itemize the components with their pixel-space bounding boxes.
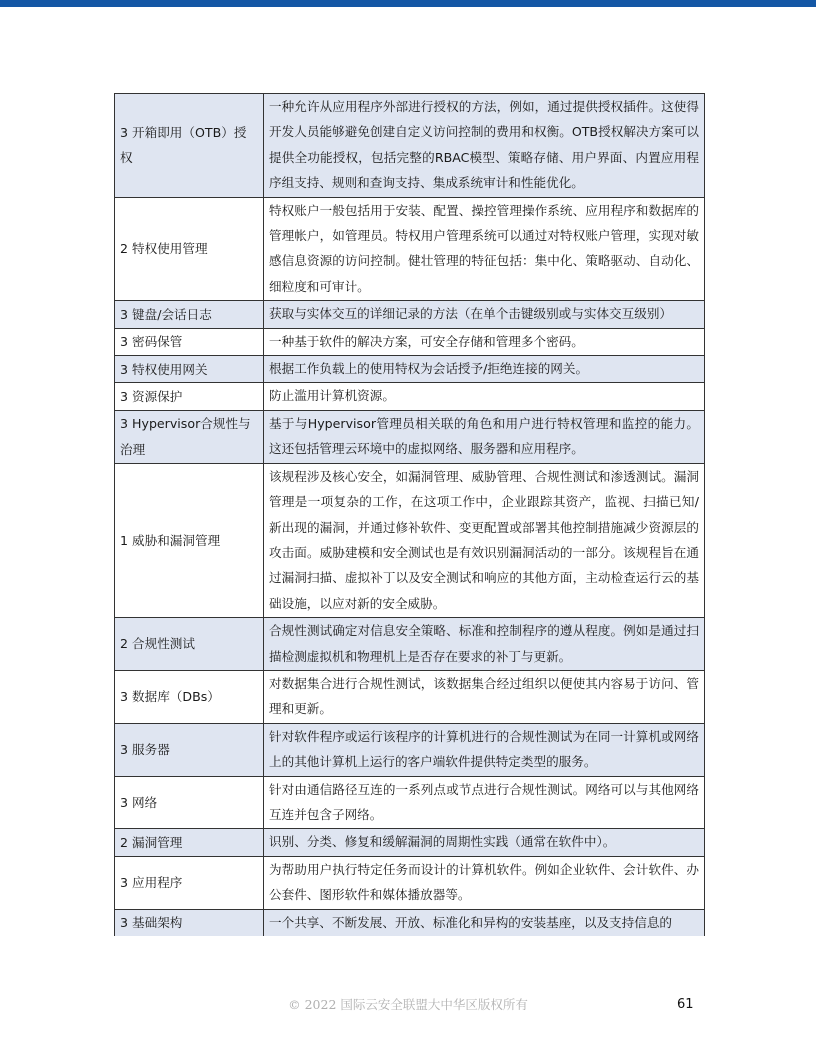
- term-cell: 3 特权使用网关: [115, 356, 264, 383]
- term-cell: 2 合规性测试: [115, 618, 264, 671]
- table-row: [115, 670, 705, 723]
- table-row: [115, 909, 705, 936]
- definition-cell: 防止滥用计算机资源。: [264, 383, 705, 410]
- term-cell: 2 漏洞管理: [115, 829, 264, 856]
- term-cell: 3 基础架构: [115, 909, 264, 936]
- table-row: [115, 356, 705, 383]
- term-cell: 1 威胁和漏洞管理: [115, 463, 264, 617]
- term-cell: 3 数据库（DBs）: [115, 670, 264, 723]
- term-cell: 3 网络: [115, 776, 264, 829]
- term-cell: 3 服务器: [115, 723, 264, 776]
- term-cell: 3 应用程序: [115, 856, 264, 909]
- table-row: [115, 829, 705, 856]
- table-row: [115, 463, 705, 617]
- definition-cell: 针对软件程序或运行该程序的计算机进行的合规性测试为在同一计算机或网络上的其他计算机上运行的客户端软件提供特定类型的服务。: [264, 723, 705, 776]
- term-cell: 3 资源保护: [115, 383, 264, 410]
- definition-cell: 一种允许从应用程序外部进行授权的方法，例如，通过提供授权插件。这使得开发人员能够避免创建自定义访问控制的费用和权衡。OTB授权解决方案可以提供全功能授权，包括完整的RBAC模型、策略存储、用户界面、内置应用程序组支持、规则和查询支持、集成系统审计和性能优化。: [264, 94, 705, 198]
- definition-cell: 特权账户一般包括用于安装、配置、操控管理操作系统、应用程序和数据库的管理帐户，如管理员。特权用户管理系统可以通过对特权账户管理，实现对敏感信息资源的访问控制。健壮管理的特征包括：集中化、策略驱动、自动化、细粒度和可审计。: [264, 197, 705, 301]
- table-row: [115, 301, 705, 328]
- definition-cell: 获取与实体交互的详细记录的方法（在单个击键级别或与实体交互级别）: [264, 301, 705, 328]
- term-cell: 3 Hypervisor合规性与治理: [115, 410, 264, 463]
- table-row: [115, 856, 705, 909]
- term-cell: 2 特权使用管理: [115, 197, 264, 301]
- table-row: [115, 618, 705, 671]
- definition-cell: 根据工作负载上的使用特权为会话授予/拒绝连接的网关。: [264, 356, 705, 383]
- table-row: [115, 410, 705, 463]
- top-accent-bar: [0, 0, 816, 7]
- definition-cell: 该规程涉及核心安全，如漏洞管理、威胁管理、合规性测试和渗透测试。漏洞管理是一项复杂的工作，在这项工作中，企业跟踪其资产，监视、扫描已知/新出现的漏洞，并通过修补软件、变更配置或部署其他控制措施减少资源层的攻击面。威胁建模和安全测试也是有效识别漏洞活动的一部分。该规程旨在通过漏洞扫描、虚拟补丁以及安全测试和响应的其他方面，主动检查运行云的基础设施，以应对新的安全威胁。: [264, 463, 705, 617]
- definition-cell: 一种基于软件的解决方案，可安全存储和管理多个密码。: [264, 328, 705, 355]
- page-number: 61: [677, 997, 694, 1012]
- definition-cell: 一个共享、不断发展、开放、标准化和异构的安装基座，以及支持信息的: [264, 909, 705, 936]
- table-row: [115, 776, 705, 829]
- definition-cell: 合规性测试确定对信息安全策略、标准和控制程序的遵从程度。例如是通过扫描检测虚拟机和物理机上是否存在要求的补丁与更新。: [264, 618, 705, 671]
- table-row: [115, 383, 705, 410]
- table-row: [115, 94, 705, 198]
- definition-cell: 识别、分类、修复和缓解漏洞的周期性实践（通常在软件中）。: [264, 829, 705, 856]
- glossary-table: [114, 93, 705, 936]
- term-cell: 3 键盘/会话日志: [115, 301, 264, 328]
- definition-cell: 基于与Hypervisor管理员相关联的角色和用户进行特权管理和监控的能力。这还包括管理云环境中的虚拟网络、服务器和应用程序。: [264, 410, 705, 463]
- table-row: [115, 723, 705, 776]
- definition-cell: 针对由通信路径互连的一系列点或节点进行合规性测试。网络可以与其他网络互连并包含子网络。: [264, 776, 705, 829]
- term-cell: 3 开箱即用（OTB）授权: [115, 94, 264, 198]
- definition-cell: 为帮助用户执行特定任务而设计的计算机软件。例如企业软件、会计软件、办公套件、图形软件和媒体播放器等。: [264, 856, 705, 909]
- table-row: [115, 328, 705, 355]
- definition-cell: 对数据集合进行合规性测试，该数据集合经过组织以便使其内容易于访问、管理和更新。: [264, 670, 705, 723]
- term-cell: 3 密码保管: [115, 328, 264, 355]
- footer-copyright: © 2022 国际云安全联盟大中华区版权所有: [288, 997, 528, 1012]
- table-row: [115, 197, 705, 301]
